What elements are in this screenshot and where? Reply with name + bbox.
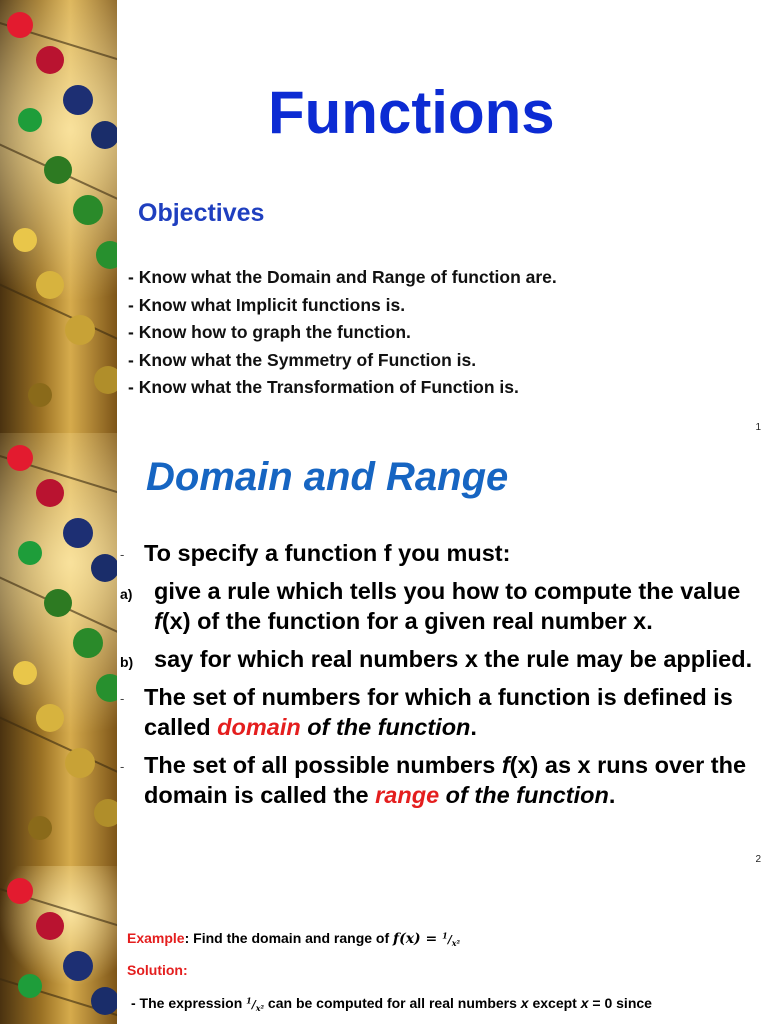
bullet-item-b: b) say for which real numbers x the rule may be applied. [120, 644, 768, 674]
example-formula: f(x) = [393, 931, 443, 947]
abacus-decoration [0, 433, 117, 866]
solution-label-line [127, 962, 188, 978]
bullet-marker: a) [120, 586, 133, 602]
bullet-range: - The set of all possible numbers f(x) as x runs over the domain is called the range of the function. [120, 752, 747, 808]
page-number: 2 [755, 854, 761, 865]
list-item: - Know what the Domain and Range of function are. [128, 267, 557, 287]
bullet-list [120, 538, 768, 818]
domain-term: domain [217, 714, 301, 740]
range-term: range [375, 782, 440, 808]
objectives-list [128, 264, 557, 402]
example-line: Example: Find the domain and range of $f(x) = ^1/_{x^2}$ [127, 930, 461, 949]
abacus-decoration [0, 0, 117, 433]
formula-fraction: $^1/_{x^2}$ [442, 930, 461, 949]
list-item: - Know what Implicit functions is. [128, 294, 406, 315]
slide-1 [0, 0, 768, 433]
bullet-marker: - [120, 691, 125, 706]
solution-line: - The expression $^1/_{x^2}$ can be computed for all real numbers x except x = 0 since [131, 995, 652, 1014]
expression-fraction: $^1/_{x^2}$ [246, 995, 265, 1014]
list-item: - Know what the Symmetry of Function is. [128, 349, 477, 370]
objectives-heading: Objectives [138, 199, 265, 227]
list-item: - Know how to graph the function. [128, 322, 411, 342]
list-item: - Know what the Transformation of Function is. [128, 377, 519, 397]
bullet-marker: b) [120, 654, 134, 670]
bullet-marker: - [120, 759, 125, 774]
example-label: Example [127, 930, 185, 946]
page-number: 1 [755, 422, 761, 433]
slide-2 [0, 433, 768, 866]
abacus-decoration [0, 866, 117, 1024]
page-title: Functions [268, 79, 555, 146]
slide-3 [0, 866, 768, 1024]
solution-label: Solution: [127, 962, 188, 978]
bullet-domain: - The set of numbers for which a function is defined is called domain of the function. [120, 684, 733, 740]
bullet-intro: - To specify a function f you must: [120, 538, 768, 568]
bullet-item-a: a) give a rule which tells you how to compute the value f(x) of the function for a given real number x. [120, 578, 741, 634]
bullet-marker: - [120, 547, 125, 562]
section-title: Domain and Range [146, 455, 509, 499]
